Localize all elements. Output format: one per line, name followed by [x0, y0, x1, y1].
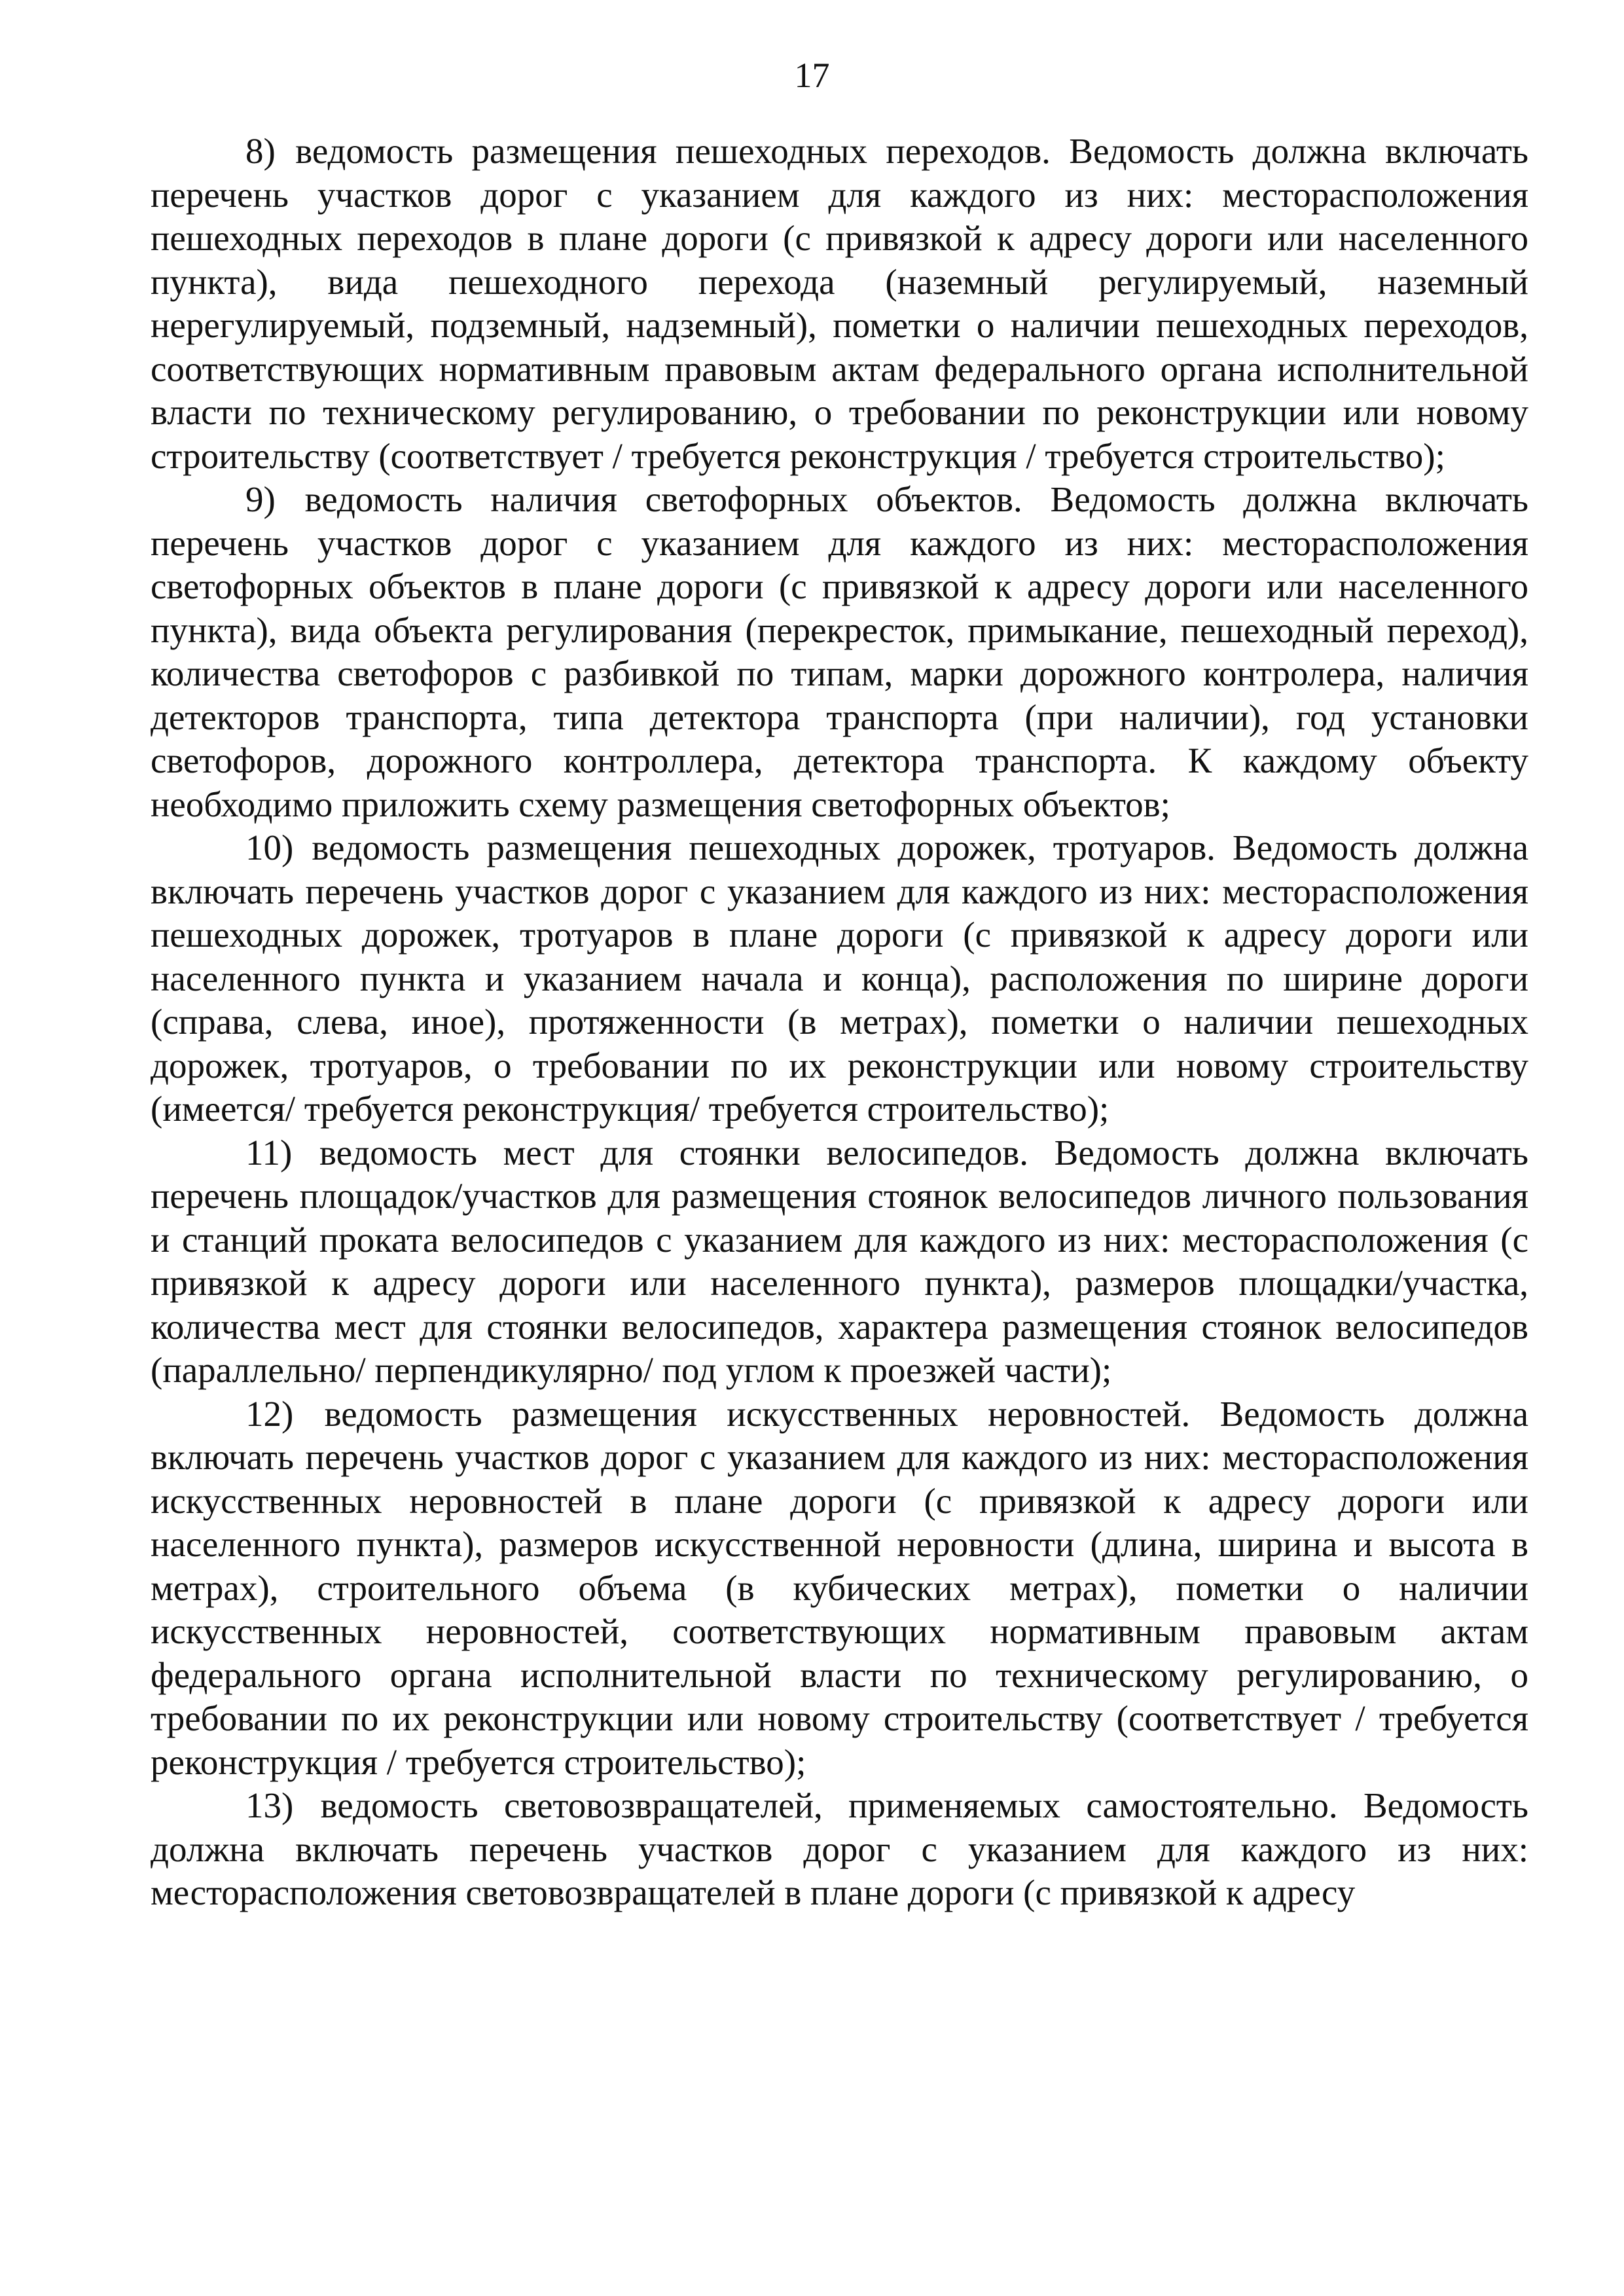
- item-number: 12): [245, 1393, 294, 1434]
- item-text: ведомость мест для стоянки велосипедов. Ведомость должна включать перечень площадок/участков для размещения стоянок велосипедов личного пользования и станций проката велосипедов с указанием для каждого из них: месторасположения (с привязкой к адресу дороги или населенного пункта), размеров площадки/участка, количества мест для стоянки велосипедов, характера размещения стоянок велосипедов (параллельно/ перпендикулярно/ под углом к проезжей части);: [151, 1132, 1528, 1390]
- item-number: 8): [245, 131, 276, 171]
- item-number: 13): [245, 1785, 294, 1825]
- paragraph-item-11: [151, 1131, 1528, 1393]
- paragraph-item-13: [151, 1784, 1528, 1915]
- item-number: 10): [245, 828, 294, 867]
- document-body: [151, 130, 1528, 1915]
- item-text: ведомость размещения пешеходных дорожек, тротуаров. Ведомость должна включать перечень участков дорог с указанием для каждого из них: месторасположения пешеходных дорожек, тротуаров в плане дороги (с привязкой к адресу дороги или населенного пункта и указанием начала и конца), расположения по ширине дороги (справа, слева, иное), протяженности (в метрах), пометки о наличии пешеходных дорожек, тротуаров, о требовании по их реконструкции или новому строительству (имеется/ требуется реконструкция/ требуется строительство);: [151, 828, 1528, 1129]
- page-number: 17: [794, 56, 830, 95]
- item-text: ведомость размещения искусственных неровностей. Ведомость должна включать перечень участков дорог с указанием для каждого из них: месторасположения искусственных неровностей в плане дороги (с привязкой к адресу дороги или населенного пункта), размеров искусственной неровности (длина, ширина и высота в метрах), строительного объема (в кубических метрах), пометки о наличии искусственных неровностей, соответствующих нормативным правовым актам федерального органа исполнительной власти по техническому регулированию, о требовании по их реконструкции или новому строительству (соответствует / требуется реконструкция / требуется строительство);: [151, 1393, 1528, 1782]
- paragraph-item-12: [151, 1393, 1528, 1785]
- item-text: ведомость наличия светофорных объектов. Ведомость должна включать перечень участков дорог с указанием для каждого из них: месторасположения светофорных объектов в плане дороги (с привязкой к адресу дороги или населенного пункта), вида объекта регулирования (перекресток, примыкание, пешеходный переход), количества светофоров с разбивкой по типам, марки дорожного контролера, наличия детекторов транспорта, типа детектора транспорта (при наличии), год установки светофоров, дорожного контроллера, детектора транспорта. К каждому объекту необходимо приложить схему размещения светофорных объектов;: [151, 479, 1528, 824]
- item-text: ведомость размещения пешеходных переходов. Ведомость должна включать перечень участков дорог с указанием для каждого из них: месторасположения пешеходных переходов в плане дороги (с привязкой к адресу дороги или населенного пункта), вида пешеходного перехода (наземный регулируемый, наземный нерегулируемый, подземный, надземный), пометки о наличии пешеходных переходов, соответствующих нормативным правовым актам федерального органа исполнительной власти по техническому регулированию, о требовании по реконструкции или новому строительству (соответствует / требуется реконструкция / требуется строительство);: [151, 131, 1528, 476]
- item-number: 9): [245, 479, 276, 519]
- paragraph-item-10: [151, 826, 1528, 1131]
- item-number: 11): [245, 1132, 293, 1173]
- paragraph-item-9: [151, 478, 1528, 826]
- paragraph-item-8: [151, 130, 1528, 478]
- item-text: ведомость световозвращателей, применяемых самостоятельно. Ведомость должна включать перечень участков дорог с указанием для каждого из них: месторасположения световозвращателей в плане дороги (с привязкой к адресу: [151, 1785, 1528, 1912]
